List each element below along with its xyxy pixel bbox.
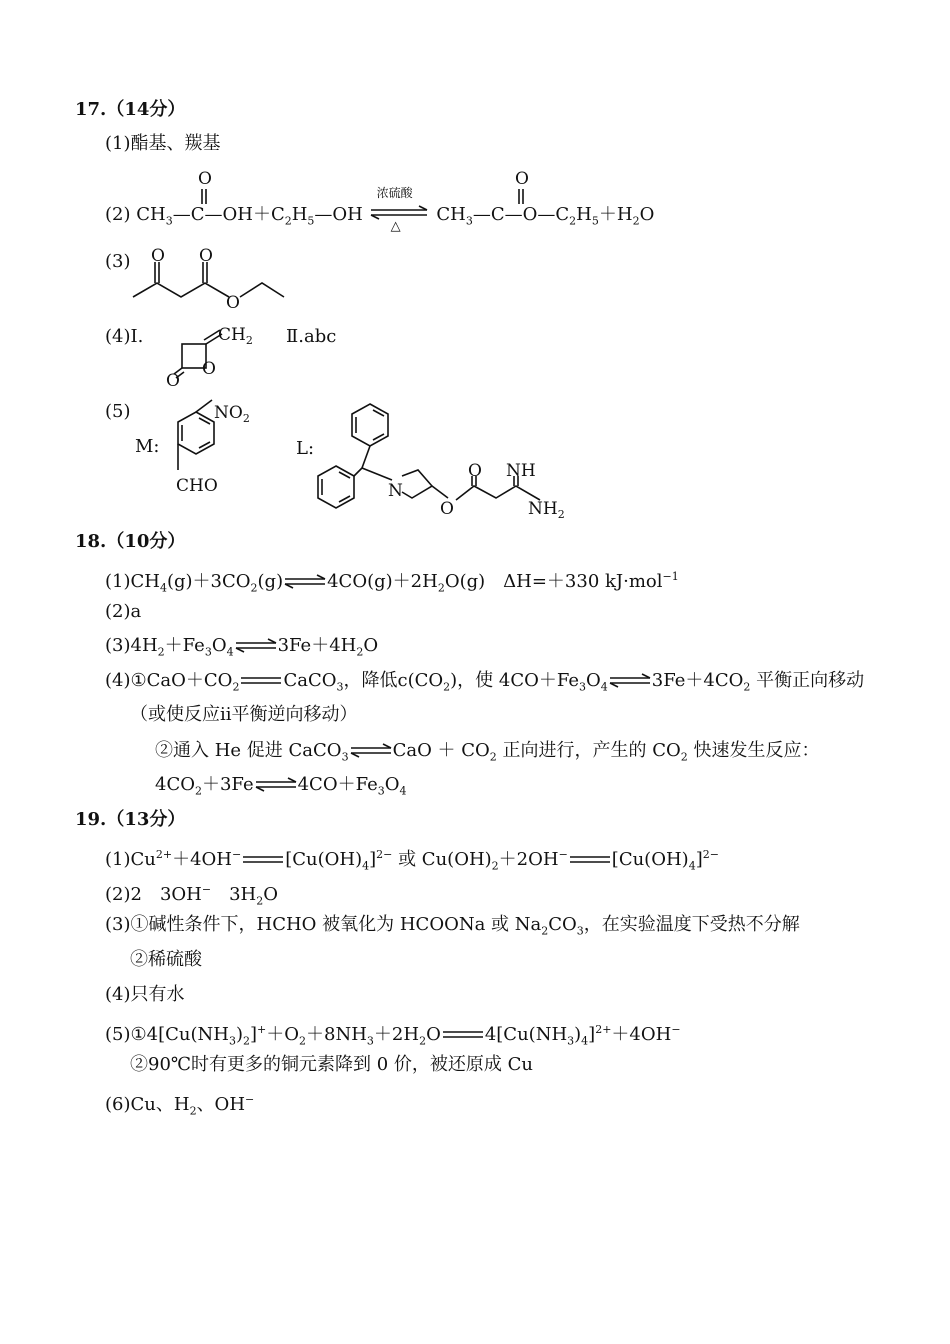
q19-3-a: (3)①碱性条件下，HCHO 被氧化为 HCOONa 或 Na [105, 914, 542, 935]
q17-2-cond-bottom: △ [390, 219, 401, 234]
q17-5-l-structure [0, 0, 950, 530]
q19-3-b: CO [548, 914, 577, 935]
q18-4-3b: ＋3Fe [201, 774, 254, 795]
q19-2-b: 3H [211, 884, 257, 905]
q17-2-carbonyl-o2: O [515, 169, 529, 189]
q18-3-e: O [363, 635, 379, 656]
q19-5-b: ) [235, 1024, 243, 1045]
q17-2-lhs: CH [136, 204, 166, 225]
q19-1-d: ] [369, 849, 377, 870]
q17-5-l-carbonyl-o: O [468, 461, 482, 481]
q18-answer-4-line2: （或使反应ⅱ平衡逆向移动） [130, 704, 358, 725]
q18-4-2c: 正向进行，产生的 CO [496, 740, 681, 761]
q18-4-3a: 4CO [155, 774, 195, 795]
q19-answer-3: (3)①碱性条件下，HCHO 被氧化为 HCOONa 或 $Na_2CO_3$，在实验温度下受热不分解 [105, 914, 800, 938]
q18-4-d: )，使 4CO＋Fe [450, 670, 580, 691]
q17-4-o1: O [166, 371, 180, 391]
q17-5-l-nh: NH [506, 461, 536, 481]
q19-3-c: ，在实验温度下受热不分解 [583, 914, 800, 935]
q19-1-sup1: 2+ [155, 848, 173, 861]
q18-answer-3: $(3)4H_2+Fe_3O_4$ $3Fe+4H_2O$ [105, 635, 379, 659]
q17-5-m-cho: CHO [176, 476, 218, 496]
q17-5-l-label: L: [296, 438, 315, 459]
q17-answer-1: (1)酯基、羰基 [105, 133, 221, 154]
q17-answer-4-label: (4)Ⅰ. [105, 326, 144, 347]
q18-4-a: (4)①CaO＋CO [105, 670, 233, 691]
q19-answer-5-part2: ②90℃时有更多的铜元素降到 0 价，被还原成 Cu [130, 1054, 534, 1075]
q18-3-b: ＋Fe [164, 635, 205, 656]
svg-text:NH2: $NH_2$ [528, 499, 565, 521]
q17-2-rhs-b: —C—O—C [472, 204, 570, 225]
q18-4-c: ，降低c(CO [343, 670, 444, 691]
q19-answer-3-part2: ②稀硫酸 [130, 949, 202, 970]
q19-answer-1: $(1)Cu^{2+}+4OH^-$ $[Cu(OH)_4]^{2-}$ 或 $Cu(OH)_2+2OH^-$ $[Cu(OH)_4]^{2-}$ [105, 848, 719, 873]
q17-5-l-phenyl-1 [352, 404, 388, 446]
q19-1-sup2: 2− [376, 848, 393, 861]
q18-4-2a: ②通入 He 促进 CaCO [155, 740, 342, 761]
q19-answer-2: (2)2 3OH− $3H_2O$ [105, 883, 278, 908]
q19-1-a: (1)Cu [105, 849, 156, 870]
q18-3-c: O [211, 635, 227, 656]
q19-header: 19.（13分） [75, 809, 186, 830]
q17-answer-3-label: (3) [105, 251, 131, 272]
q19-1-c: [Cu(OH) [285, 849, 363, 870]
q19-answer-5: $(5)①4[Cu(NH_3)_2]^++O_2+8NH_3+2H_2O$ $4[Cu(NH_3)_4]^{2+}+4OH^-$ [105, 1023, 681, 1048]
q19-answer-6: (6)Cu、$H_2$、OH− [105, 1093, 255, 1118]
equilibrium-arrow-icon [349, 744, 393, 758]
equilibrium-arrow-icon [254, 778, 298, 792]
q17-3-o3: O [226, 293, 240, 313]
q19-6-b: 、OH [196, 1094, 246, 1115]
equilibrium-arrow-icon [234, 639, 278, 653]
equilibrium-arrow-icon [283, 575, 327, 589]
q18-answer-4-part2: ②通入 He 促进 CaCO$_3$ CaO ＋ $CO_2$ 正向进行，产生的 $CO_2$ 快速发生反应： [155, 740, 820, 764]
q17-3-o1: O [151, 246, 165, 266]
q19-1-e: 或 Cu(OH) [392, 849, 492, 870]
q17-answer-5-label: (5) [105, 401, 131, 422]
q19-5-k: ＋4OH [611, 1024, 672, 1045]
q19-1-b: ＋4OH [172, 849, 232, 870]
q17-2-lhs-d: —OH [314, 204, 363, 225]
equilibrium-arrow-icon [608, 674, 652, 688]
q17-2-label: (2) [105, 204, 131, 225]
q17-answer-2: (2) $CH_3—C—OH+C_2H_5—OH$ 浓硫酸 △ $CH_3—C—O—C_2H_5+H_2O$ [105, 203, 654, 234]
q19-5-c: ] [249, 1024, 258, 1045]
q19-answer-4: (4)只有水 [105, 984, 185, 1005]
q19-5-i: ) [574, 1024, 582, 1045]
q17-header: 17.（14分） [75, 99, 186, 120]
q18-1-sup: −1 [662, 570, 679, 583]
svg-text:CH2: $CH_2$ [218, 325, 253, 347]
q17-5-m-label: M: [135, 436, 160, 457]
q17-answer-4-ii: Ⅱ.abc [286, 326, 337, 347]
q18-header: 18.（10分） [75, 531, 186, 552]
q19-5-h: 4[Cu(NH [484, 1024, 568, 1045]
q19-2-c: O [263, 884, 278, 905]
q17-2-rhs-c: H [576, 204, 592, 225]
q18-4-b: CaCO [283, 670, 337, 691]
q17-2-rhs-e: O [639, 204, 655, 225]
q18-4-3c: 4CO＋Fe [297, 774, 378, 795]
equals-arrow-icon [568, 853, 612, 867]
q19-5-j: ] [588, 1024, 596, 1045]
q18-answer-4-part3: $4CO_2+3Fe$ $4CO+Fe_3O_4$ [155, 774, 407, 798]
q19-2-a: (2)2 3OH [105, 884, 202, 905]
q18-answer-2: (2)a [105, 601, 142, 622]
q19-5-f: ＋2H [373, 1024, 420, 1045]
q18-1-c: (g) [257, 571, 284, 592]
q19-5-d: ＋O [266, 1024, 299, 1045]
q19-5-g: O [426, 1024, 441, 1045]
q18-4-g: 平衡正向移动 [750, 670, 865, 691]
q17-2-lhs-c: H [291, 204, 308, 225]
q17-2-rhs: CH [436, 204, 466, 225]
equals-arrow-icon [441, 1028, 485, 1042]
q18-answer-4: $(4)①CaO+CO_2$ CaCO$_3$，降低$c(CO_2)$，使 $4CO+Fe_3O_4$ $3Fe+4CO_2$ 平衡正向移动 [105, 670, 865, 694]
q17-5-l-nh2: NH [528, 499, 558, 519]
q19-6-a: (6)Cu、H [105, 1094, 190, 1115]
q18-1-a: (1)CH [105, 571, 160, 592]
q17-2-carbonyl-o1: O [198, 169, 212, 189]
q18-answer-1: $(1)CH_4(g)+3CO_2(g)$ $4CO(g)+2H_2O(g)$ ΔH=＋330 kJ·mol$^{-1}$ [105, 570, 679, 595]
q18-1-d: 4CO(g)＋2H [327, 571, 438, 592]
svg-text:NO2: $NO_2$ [214, 403, 250, 425]
q17-2-rhs-d: ＋H [598, 204, 633, 225]
q17-5-l-phenyl-2 [318, 466, 354, 508]
q17-4-ch2: CH [218, 325, 246, 345]
equals-arrow-icon [241, 853, 285, 867]
q17-5-m-no2: NO [214, 403, 243, 423]
q19-1-h: ] [695, 849, 703, 870]
q19-1-f: ＋2OH [498, 849, 559, 870]
equals-arrow-icon [239, 674, 283, 688]
q18-4-e: O [586, 670, 601, 691]
q17-2-lhs-b: —C—OH＋C [172, 204, 285, 225]
q18-1-e: O(g) ΔH=＋330 kJ·mol [444, 571, 663, 592]
q18-4-2b: CaO ＋ CO [392, 740, 490, 761]
q19-5-a: (5)①4[Cu(NH [105, 1024, 229, 1045]
q18-1-b: (g)＋3CO [166, 571, 251, 592]
q17-2-cond-top: 浓硫酸 [376, 186, 413, 200]
q18-4-2d: 快速发生反应： [687, 740, 820, 761]
q19-5-e: ＋8NH [306, 1024, 367, 1045]
q18-3-d: 3Fe＋4H [277, 635, 357, 656]
q17-4-o2: O [202, 359, 216, 379]
q18-4-f: 3Fe＋4CO [651, 670, 744, 691]
q18-4-3d: O [384, 774, 400, 795]
q17-5-l-n: N [388, 481, 403, 501]
q17-5-l-ester-o: O [440, 499, 454, 519]
q19-1-g: [Cu(OH) [611, 849, 689, 870]
q17-3-o2: O [199, 246, 213, 266]
q18-3-a: (3)4H [105, 635, 158, 656]
